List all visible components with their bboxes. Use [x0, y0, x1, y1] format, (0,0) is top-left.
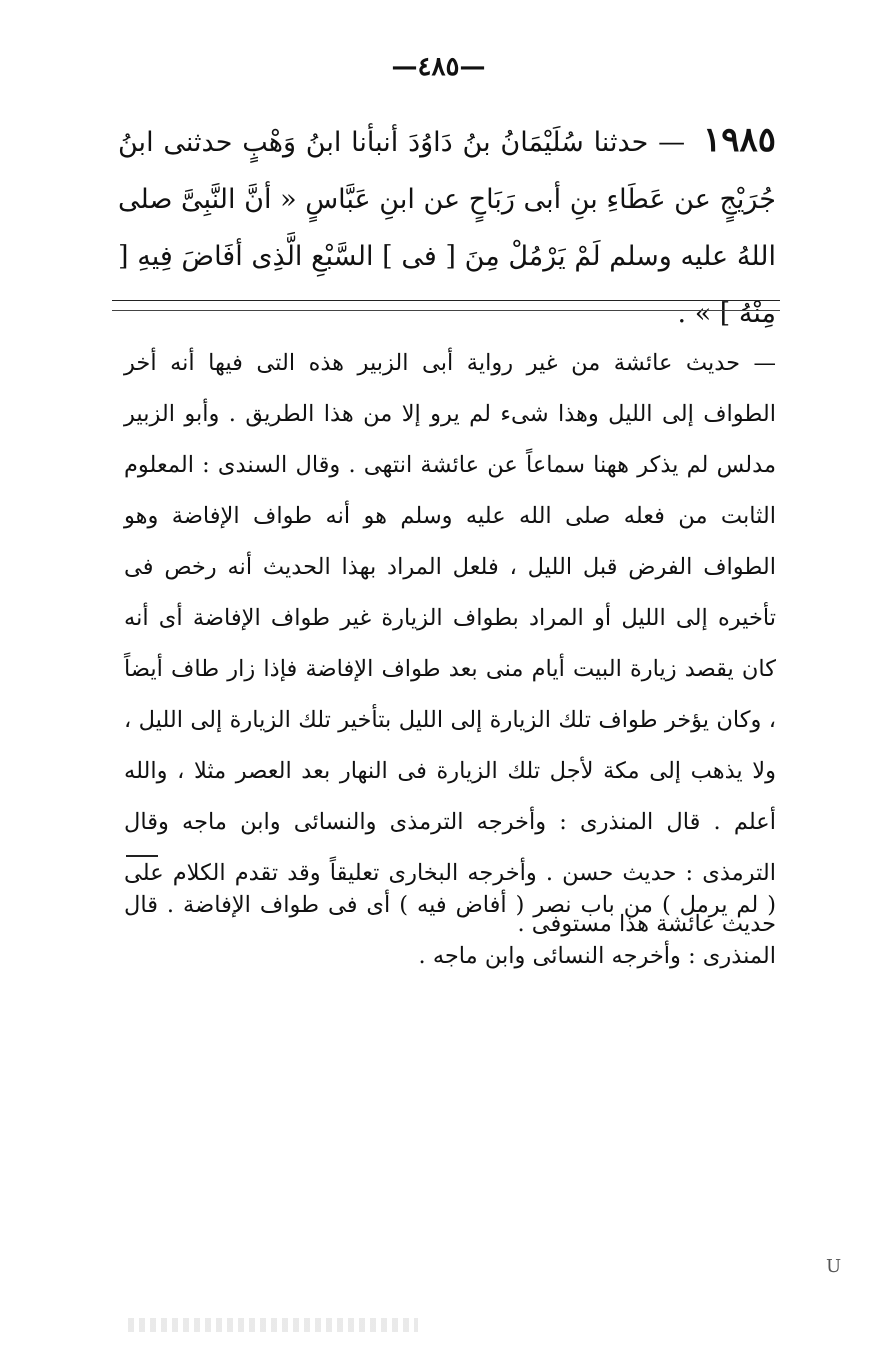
margin-mark: U	[826, 1256, 842, 1277]
hadith-body: — حدثنا سُلَيْمَانُ بنُ دَاوُدَ أنبأنا ابنُ وَهْبٍ حدثنى ابنُ جُرَيْجٍ عن عَطَاءِ بنِ أبى رَبَاحٍ عن ابنِ عَبَّاسٍ « أنَّ النَّبِىَّ صلى اللهُ عليه وسلم لَمْ يَرْمُلْ مِنَ [ فى ] السَّبْعِ الَّذِى أفَاضَ فِيهِ [ مِنْهُ ] » .	[118, 127, 776, 329]
commentary-footnote: — حديث عائشة من غير رواية أبى الزبير هذه التى فيها أنه أخر الطواف إلى الليل وهذا شىء لم يرو إلا من هذا الطريق . وأبو الزبير مدلس لم يذكر ههنا سماعاً عن عائشة انتهى . وقال السندى : المعلوم الثابت من فعله صلى الله عليه وسلم هو أنه طواف الإفاضة وهو الطواف الفرض قبل الليل ، فلعل المراد بهذا الحديث أنه رخص فى تأخيره إلى الليل أو المراد بطواف الزيارة غير طواف الإفاضة أى أنه كان يقصد زيارة البيت أيام منى بعد طواف الإفاضة فإذا زار طاف أيضاً ، وكان يؤخر طواف تلك الزيارة إلى الليل بتأخير تلك الزيارة إلى الليل ، ولا يذهب إلى مكة لأجل تلك الزيارة فى النهار بعد العصر مثلا ، والله أعلم . قال المنذرى : وأخرجه الترمذى والنسائى وابن ماجه وقال الترمذى : حديث حسن . وأخرجه البخارى تعليقاً وقد تقدم الكلام على حديث عائشة هذا مستوفى .	[124, 350, 776, 937]
explanatory-note: ( لم يرمل ) من باب نصر ( أفاض فيه ) أى فى طواف الإفاضة . قال المنذرى : وأخرجه النسائى وابن ماجه .	[124, 892, 776, 969]
page-number: —٤٨٥—	[391, 52, 486, 82]
separator-rule-thin	[112, 310, 780, 311]
hadith-number: ١٩٨٥	[702, 120, 776, 160]
hadith-text-block	[118, 112, 776, 342]
separator-rule	[112, 300, 780, 301]
commentary-end-dash	[126, 855, 158, 857]
bleed-through-artifact	[128, 1318, 418, 1332]
